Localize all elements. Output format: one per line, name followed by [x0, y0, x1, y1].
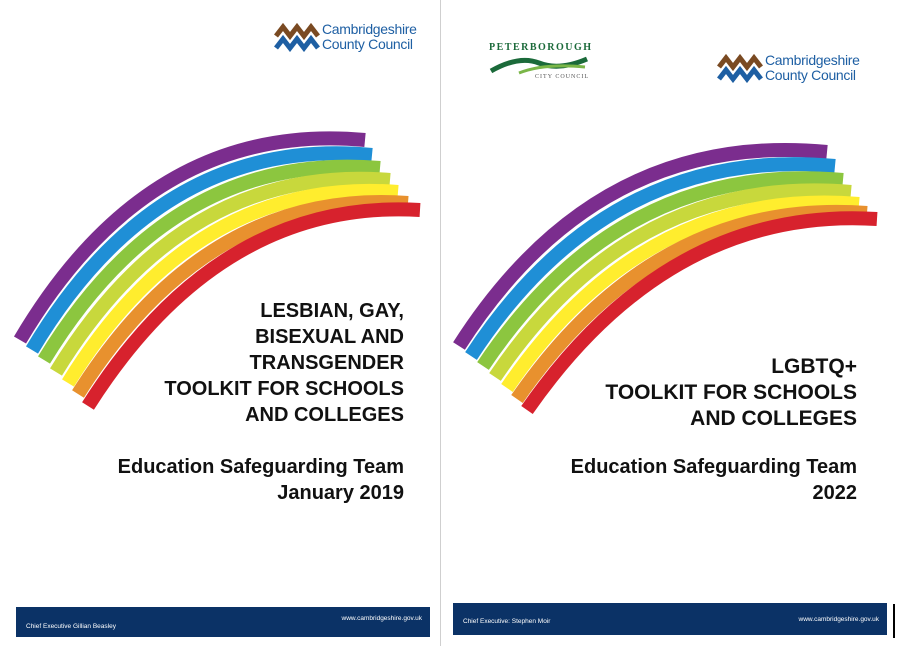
team-and-date [118, 454, 404, 506]
cover-footer [16, 607, 430, 637]
publication-date: January 2019 [277, 482, 404, 504]
footer-chief-executive: Chief Executive Gillian Beasley [26, 623, 116, 630]
cover-footer [453, 603, 887, 635]
cambridgeshire-logo-mark [717, 53, 763, 83]
peterborough-logo [489, 42, 593, 80]
title-line-3: TRANSGENDER [249, 352, 404, 374]
team-name: Education Safeguarding Team [570, 456, 857, 478]
logo-line1: Cambridgeshire [322, 21, 417, 37]
title-line-1: LGBTQ+ [771, 355, 857, 378]
title-line-2: TOOLKIT FOR SCHOOLS [605, 381, 857, 404]
document-title [605, 354, 857, 432]
page-edge-mark [893, 604, 895, 638]
team-name: Education Safeguarding Team [117, 456, 404, 478]
logo-line2: County Council [322, 36, 413, 52]
logo-line2: County Council [765, 67, 856, 83]
title-line-1: LESBIAN, GAY, [260, 300, 404, 322]
footer-website: www.cambridgeshire.gov.uk [798, 616, 879, 623]
title-line-3: AND COLLEGES [690, 407, 857, 430]
cambridgeshire-logo [274, 22, 417, 52]
left-cover [0, 0, 441, 646]
publication-date: 2022 [812, 482, 857, 504]
footer-website: www.cambridgeshire.gov.uk [341, 615, 422, 622]
team-and-date [571, 454, 857, 506]
document-title [164, 298, 404, 428]
pcc-logo-sub: CITY COUNCIL [535, 74, 589, 80]
title-line-2: BISEXUAL AND [255, 326, 404, 348]
pcc-logo-name: PETERBOROUGH [489, 42, 593, 53]
title-line-5: AND COLLEGES [245, 404, 404, 426]
rainbow-graphic [447, 0, 895, 646]
cambridgeshire-logo [717, 53, 860, 83]
title-line-4: TOOLKIT FOR SCHOOLS [164, 378, 404, 400]
cambridgeshire-logo-mark [274, 22, 320, 52]
right-cover [447, 0, 895, 646]
pcc-logo-swoosh [489, 53, 589, 75]
footer-chief-executive: Chief Executive: Stephen Moir [463, 618, 551, 625]
logo-line1: Cambridgeshire [765, 52, 860, 68]
